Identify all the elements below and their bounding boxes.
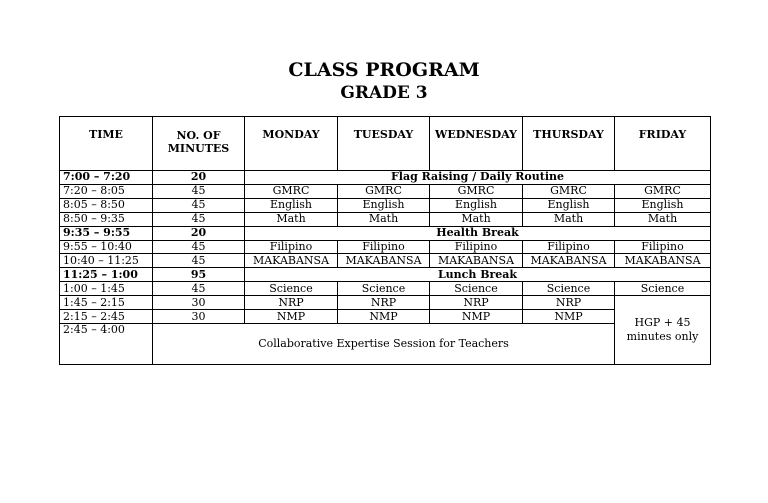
time-cell: 9:35 – 9:55 [60, 226, 153, 240]
subject-cell: GMRC [430, 184, 523, 198]
table-row [60, 198, 711, 212]
subject-cell: Math [523, 212, 615, 226]
subject-cell: English [245, 198, 338, 212]
subject-cell: GMRC [615, 184, 711, 198]
table-row [60, 226, 711, 240]
header-time: TIME [60, 117, 153, 171]
subject-cell: GMRC [245, 184, 338, 198]
activity-span-cell: Flag Raising / Daily Routine [245, 171, 711, 185]
header-thursday: THURSDAY [523, 117, 615, 171]
minutes-cell: 20 [153, 171, 245, 185]
table-row [60, 296, 711, 310]
time-cell: 8:05 – 8:50 [60, 198, 153, 212]
time-cell: 10:40 – 11:25 [60, 254, 153, 268]
activity-span-cell: Health Break [245, 226, 711, 240]
minutes-cell: 45 [153, 184, 245, 198]
time-cell: 8:50 – 9:35 [60, 212, 153, 226]
table-row [60, 324, 711, 365]
subject-cell: NMP [338, 310, 430, 324]
subject-cell: GMRC [523, 184, 615, 198]
time-cell: 2:15 – 2:45 [60, 310, 153, 324]
subject-cell: GMRC [338, 184, 430, 198]
minutes-cell: 45 [153, 240, 245, 254]
minutes-cell: 20 [153, 226, 245, 240]
minutes-cell: 45 [153, 254, 245, 268]
table-row [60, 254, 711, 268]
subject-cell: NMP [430, 310, 523, 324]
table-row [60, 282, 711, 296]
subject-cell: English [615, 198, 711, 212]
minutes-cell: 45 [153, 198, 245, 212]
subject-cell: MAKABANSA [245, 254, 338, 268]
subject-cell: MAKABANSA [430, 254, 523, 268]
subject-cell: Math [430, 212, 523, 226]
header-tuesday: TUESDAY [338, 117, 430, 171]
subject-cell: Math [615, 212, 711, 226]
page-subtitle: GRADE 3 [340, 83, 428, 103]
time-cell: 2:45 – 4:00 [60, 324, 153, 365]
time-cell: 7:00 – 7:20 [60, 171, 153, 185]
page-title: CLASS PROGRAM [288, 59, 480, 81]
activity-span-cell: Lunch Break [245, 268, 711, 282]
table-row [60, 184, 711, 198]
subject-cell: NRP [523, 296, 615, 310]
header-wednesday: WEDNESDAY [430, 117, 523, 171]
table-row [60, 171, 711, 185]
subject-cell: NRP [245, 296, 338, 310]
subject-cell: Science [245, 282, 338, 296]
time-cell: 7:20 – 8:05 [60, 184, 153, 198]
subject-cell: NRP [338, 296, 430, 310]
subject-cell: Filipino [245, 240, 338, 254]
table-row [60, 240, 711, 254]
time-cell: 9:55 – 10:40 [60, 240, 153, 254]
class-program-table [59, 116, 711, 365]
minutes-cell: 30 [153, 310, 245, 324]
subject-cell: Filipino [523, 240, 615, 254]
subject-cell: NMP [245, 310, 338, 324]
header-minutes: NO. OF MINUTES [153, 117, 245, 171]
minutes-cell: 30 [153, 296, 245, 310]
subject-cell: NRP [430, 296, 523, 310]
subject-cell: MAKABANSA [615, 254, 711, 268]
subject-cell: Math [245, 212, 338, 226]
subject-cell: English [338, 198, 430, 212]
minutes-cell: 45 [153, 282, 245, 296]
header-friday: FRIDAY [615, 117, 711, 171]
friday-hgp-cell: HGP + 45 minutes only [615, 296, 711, 365]
subject-cell: English [430, 198, 523, 212]
table-row [60, 212, 711, 226]
time-cell: 11:25 – 1:00 [60, 268, 153, 282]
subject-cell: Science [338, 282, 430, 296]
activity-span-cell: Collaborative Expertise Session for Teachers [153, 324, 615, 365]
time-cell: 1:00 – 1:45 [60, 282, 153, 296]
subject-cell: Filipino [430, 240, 523, 254]
subject-cell: NMP [523, 310, 615, 324]
subject-cell: Science [430, 282, 523, 296]
header-row [60, 117, 711, 171]
table-row [60, 268, 711, 282]
subject-cell: MAKABANSA [338, 254, 430, 268]
subject-cell: Math [338, 212, 430, 226]
subject-cell: Filipino [338, 240, 430, 254]
subject-cell: Science [523, 282, 615, 296]
table-row [60, 310, 711, 324]
subject-cell: English [523, 198, 615, 212]
subject-cell: MAKABANSA [523, 254, 615, 268]
header-monday: MONDAY [245, 117, 338, 171]
time-cell: 1:45 – 2:15 [60, 296, 153, 310]
subject-cell: Filipino [615, 240, 711, 254]
minutes-cell: 95 [153, 268, 245, 282]
minutes-cell: 45 [153, 212, 245, 226]
subject-cell: Science [615, 282, 711, 296]
